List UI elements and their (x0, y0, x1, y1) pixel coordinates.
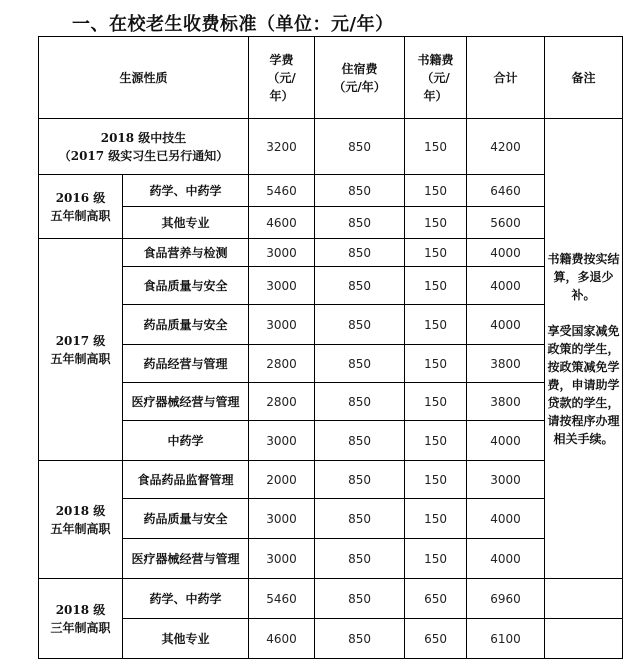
cell-accommodation: 850 (315, 421, 405, 461)
cell-total: 6960 (467, 579, 545, 619)
cell-accommodation: 850 (315, 267, 405, 305)
cell-tuition: 2000 (249, 461, 315, 499)
cell-accommodation: 850 (315, 119, 405, 175)
cell-books: 150 (405, 499, 467, 539)
cell-books: 150 (405, 421, 467, 461)
row-label-line2: （2017 级实习生已另行通知） (58, 148, 229, 163)
cell-total: 4200 (467, 119, 545, 175)
table-row (39, 619, 623, 659)
header-remarks: 备注 (545, 37, 623, 119)
cell-total: 4000 (467, 539, 545, 579)
cell-books: 150 (405, 175, 467, 207)
header-books-line2: （元/ (421, 70, 450, 85)
header-tuition-line1: 学费 (269, 52, 294, 67)
cell-total: 4000 (467, 421, 545, 461)
group-label-2018-three-year (39, 579, 123, 659)
table-row (39, 119, 623, 175)
remarks-paragraph-2: 享受国家减免政策的学生，按政策减免学费，申请助学贷款的学生，请按程序办理相关手续。 (547, 323, 620, 446)
cell-major: 其他专业 (123, 207, 249, 239)
remarks-empty-cell (545, 619, 623, 659)
cell-accommodation: 850 (315, 539, 405, 579)
header-tuition-line2: （元/ (267, 70, 296, 85)
cell-total: 6460 (467, 175, 545, 207)
cell-major: 药品质量与安全 (123, 499, 249, 539)
header-accommodation-line2: （元/年） (333, 79, 386, 94)
fee-table (38, 36, 623, 659)
cell-tuition: 2800 (249, 345, 315, 383)
cell-tuition: 3000 (249, 499, 315, 539)
table-row (39, 383, 623, 421)
remarks-empty-cell (545, 579, 623, 619)
cell-total: 4000 (467, 239, 545, 267)
group-label-line2: 五年制高职 (50, 351, 111, 366)
header-tuition-line3: 年） (269, 88, 294, 103)
cell-books: 150 (405, 207, 467, 239)
cell-major: 医疗器械经营与管理 (123, 539, 249, 579)
page-title: 一、在校老生收费标准（单位：元/年） (72, 14, 394, 35)
cell-books: 150 (405, 119, 467, 175)
cell-major: 药品质量与安全 (123, 305, 249, 345)
table-row (39, 345, 623, 383)
cell-tuition: 3000 (249, 421, 315, 461)
row-label-line1: 2018 级中技生 (100, 130, 187, 145)
cell-books: 150 (405, 305, 467, 345)
cell-books: 150 (405, 239, 467, 267)
table-row (39, 207, 623, 239)
cell-books: 150 (405, 345, 467, 383)
cell-books: 150 (405, 539, 467, 579)
table-row (39, 239, 623, 267)
cell-total: 3800 (467, 383, 545, 421)
group-label-line1: 2018 级 (55, 503, 106, 518)
table-row (39, 175, 623, 207)
cell-total: 3800 (467, 345, 545, 383)
cell-accommodation: 850 (315, 207, 405, 239)
group-label-line1: 2016 级 (55, 190, 106, 205)
header-tuition (249, 37, 315, 119)
group-label-2018-five-year (39, 461, 123, 579)
row-label-2018-technical (39, 119, 249, 175)
cell-total: 4000 (467, 267, 545, 305)
cell-books: 150 (405, 383, 467, 421)
cell-total: 5600 (467, 207, 545, 239)
cell-accommodation: 850 (315, 619, 405, 659)
cell-accommodation: 850 (315, 461, 405, 499)
cell-accommodation: 850 (315, 499, 405, 539)
table-row (39, 267, 623, 305)
group-label-line2: 五年制高职 (50, 208, 111, 223)
cell-tuition: 4600 (249, 619, 315, 659)
cell-tuition: 3000 (249, 539, 315, 579)
cell-major: 药学、中药学 (123, 579, 249, 619)
cell-major: 食品药品监督管理 (123, 461, 249, 499)
group-label-line1: 2018 级 (55, 602, 106, 617)
cell-books: 650 (405, 579, 467, 619)
remarks-cell (545, 119, 623, 579)
cell-major: 医疗器械经营与管理 (123, 383, 249, 421)
header-row (39, 37, 623, 119)
cell-tuition: 3000 (249, 267, 315, 305)
cell-major: 其他专业 (123, 619, 249, 659)
table-row (39, 305, 623, 345)
cell-total: 6100 (467, 619, 545, 659)
cell-total: 3000 (467, 461, 545, 499)
cell-major: 中药学 (123, 421, 249, 461)
table-row (39, 499, 623, 539)
group-label-line2: 三年制高职 (50, 620, 111, 635)
group-label-2016-five-year (39, 175, 123, 239)
remarks-paragraph-1: 书籍费按实结算，多退少补。 (547, 251, 620, 302)
cell-books: 150 (405, 267, 467, 305)
cell-accommodation: 850 (315, 239, 405, 267)
group-label-2017-five-year (39, 239, 123, 461)
cell-tuition: 4600 (249, 207, 315, 239)
cell-major: 药品经营与管理 (123, 345, 249, 383)
header-accommodation (315, 37, 405, 119)
header-books-line1: 书籍费 (417, 52, 454, 67)
cell-tuition: 5460 (249, 579, 315, 619)
cell-accommodation: 850 (315, 579, 405, 619)
cell-tuition: 3000 (249, 239, 315, 267)
cell-major: 药学、中药学 (123, 175, 249, 207)
cell-major: 食品营养与检测 (123, 239, 249, 267)
cell-accommodation: 850 (315, 175, 405, 207)
cell-tuition: 3000 (249, 305, 315, 345)
header-total: 合计 (467, 37, 545, 119)
table-row (39, 579, 623, 619)
header-books-line3: 年） (423, 88, 448, 103)
table-row (39, 461, 623, 499)
header-source-nature: 生源性质 (39, 37, 249, 119)
cell-tuition: 2800 (249, 383, 315, 421)
cell-books: 650 (405, 619, 467, 659)
cell-accommodation: 850 (315, 305, 405, 345)
table-row (39, 421, 623, 461)
header-accommodation-line1: 住宿费 (341, 61, 378, 76)
table-row (39, 539, 623, 579)
cell-tuition: 5460 (249, 175, 315, 207)
cell-major: 食品质量与安全 (123, 267, 249, 305)
cell-books: 150 (405, 461, 467, 499)
group-label-line2: 五年制高职 (50, 521, 111, 536)
cell-total: 4000 (467, 305, 545, 345)
cell-total: 4000 (467, 499, 545, 539)
cell-accommodation: 850 (315, 345, 405, 383)
cell-tuition: 3200 (249, 119, 315, 175)
header-books (405, 37, 467, 119)
group-label-line1: 2017 级 (55, 333, 106, 348)
cell-accommodation: 850 (315, 383, 405, 421)
